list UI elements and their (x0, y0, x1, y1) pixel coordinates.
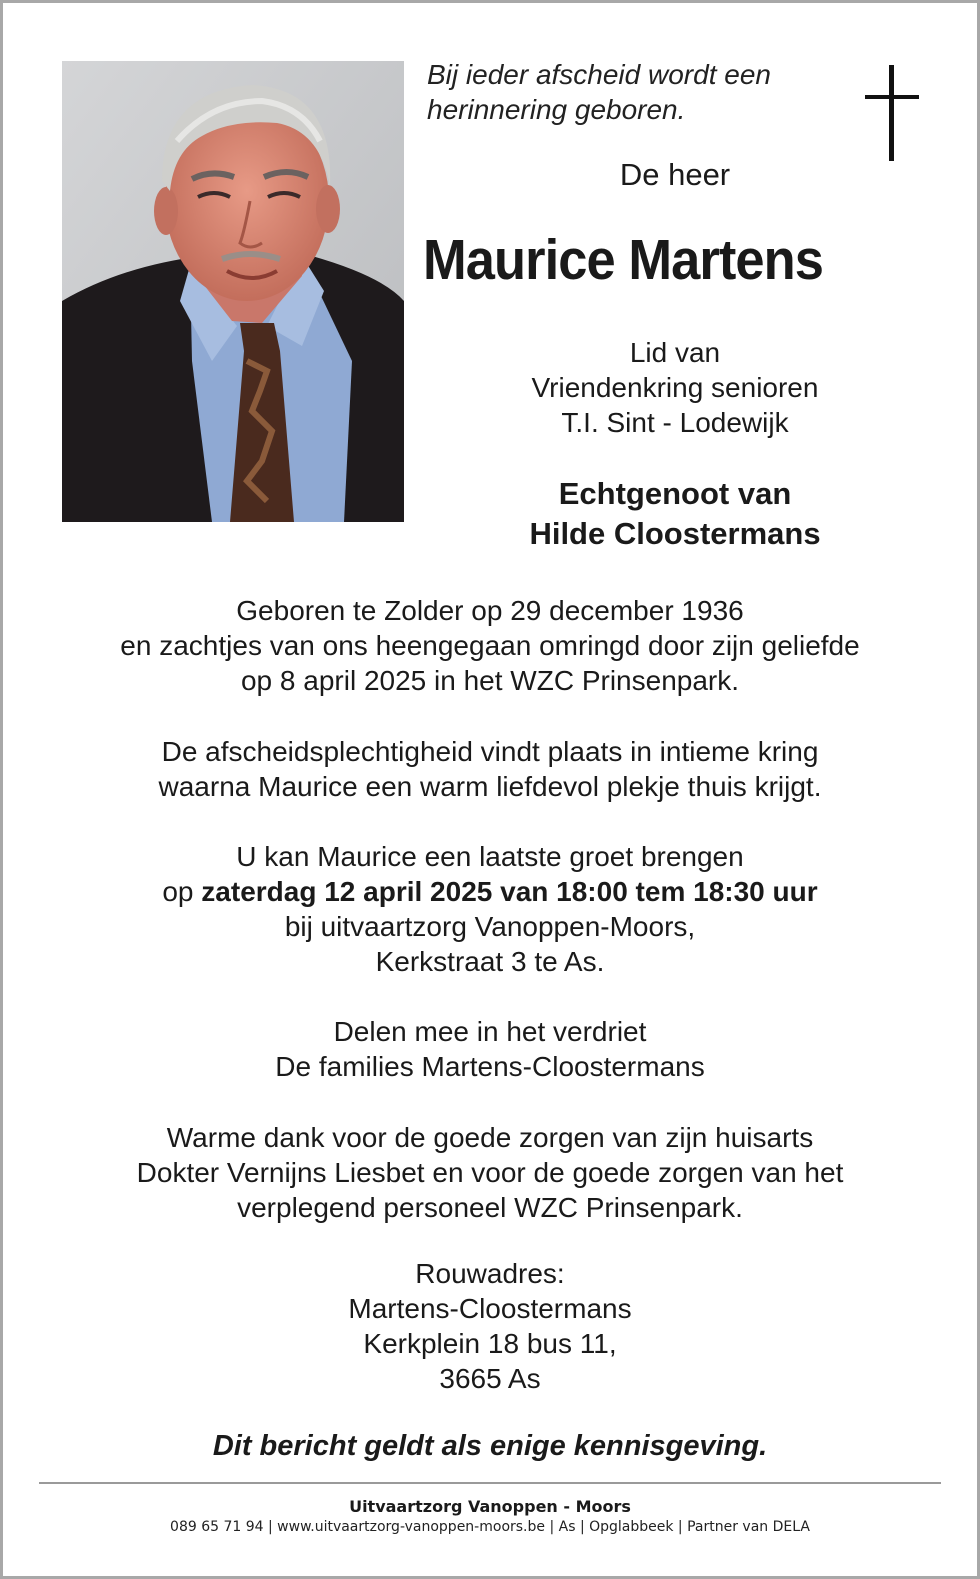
paragraph-line: op 8 april 2025 in het WZC Prinsenpark. (240, 665, 740, 696)
visit-prefix: op (162, 876, 202, 907)
spouse-name: Hilde Cloostermans (529, 516, 821, 551)
quote (427, 57, 847, 127)
footer-divider (39, 1482, 941, 1484)
quote-line: herinnering geboren. (427, 94, 686, 125)
address-line: Kerkplein 18 bus 11, (363, 1328, 617, 1359)
thanks-paragraph (43, 1120, 937, 1225)
closing-notice: Dit bericht geldt als enige kennisgeving. (212, 1430, 768, 1462)
mourning-address (43, 1256, 937, 1396)
portrait-photo (62, 61, 404, 522)
spouse (427, 474, 923, 554)
membership-line: Vriendenkring senioren (531, 372, 819, 403)
membership-line: Lid van (629, 337, 721, 368)
paragraph-line: waarna Maurice een warm liefdevol plekje thuis krijgt. (158, 771, 822, 802)
visit-date-line (43, 874, 937, 909)
paragraph-line: bij uitvaartzorg Vanoppen-Moors, (284, 911, 696, 942)
visit-paragraph (43, 839, 937, 979)
funeral-home-name: Uitvaartzorg Vanoppen - Moors (349, 1497, 631, 1516)
address-line: Martens-Cloostermans (348, 1293, 632, 1324)
paragraph-line: en zachtjes van ons heengegaan omringd door zijn geliefde (120, 630, 860, 661)
address-line: 3665 As (439, 1363, 541, 1394)
funeral-home-contact: 089 65 71 94 | www.uitvaartzorg-vanoppen-moors.be | As | Opglabbeek | Partner van DELA (170, 1519, 810, 1535)
salutation: De heer (619, 157, 731, 192)
paragraph-line: Delen mee in het verdriet (333, 1016, 647, 1047)
ceremony-paragraph (43, 734, 937, 804)
birth-death-paragraph (43, 593, 937, 698)
paragraph-line: Kerkstraat 3 te As. (375, 946, 605, 977)
cross-icon (865, 65, 921, 168)
address-line: Rouwadres: (415, 1258, 565, 1289)
paragraph-line: De families Martens-Cloostermans (275, 1051, 705, 1082)
visit-date: zaterdag 12 april 2025 van 18:00 tem 18:30 uur (201, 876, 818, 907)
deceased-name: Maurice Martens (423, 228, 824, 292)
membership (427, 335, 923, 440)
paragraph-line: Dokter Vernijns Liesbet en voor de goede zorgen van het (136, 1157, 844, 1188)
family-paragraph (43, 1014, 937, 1084)
paragraph-line: Geboren te Zolder op 29 december 1936 (236, 595, 744, 626)
paragraph-line: U kan Maurice een laatste groet brengen (236, 841, 744, 872)
spouse-line: Echtgenoot van (558, 476, 792, 511)
membership-line: T.I. Sint - Lodewijk (561, 407, 789, 438)
paragraph-line: De afscheidsplechtigheid vindt plaats in intieme kring (161, 736, 819, 767)
quote-line: Bij ieder afscheid wordt een (427, 59, 771, 90)
paragraph-line: Warme dank voor de goede zorgen van zijn huisarts (166, 1122, 814, 1153)
paragraph-line: verplegend personeel WZC Prinsenpark. (237, 1192, 743, 1223)
